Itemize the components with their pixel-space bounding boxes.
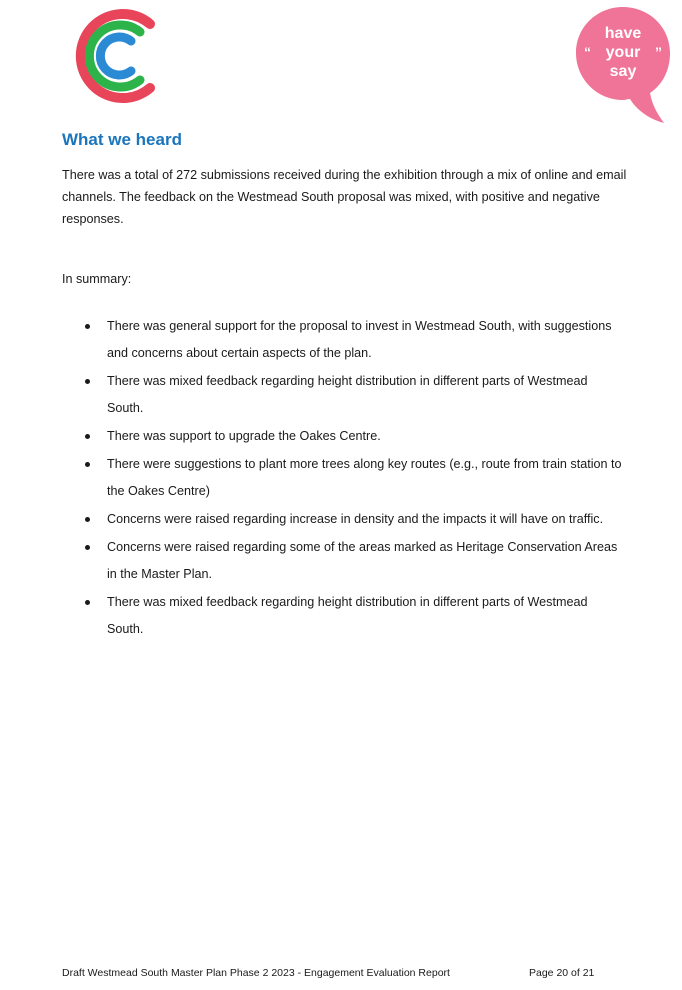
summary-item bbox=[62, 534, 627, 588]
section-heading: What we heard bbox=[62, 130, 182, 149]
bullet-icon bbox=[85, 600, 90, 605]
summary-item-text: There were suggestions to plant more trees along key routes (e.g., route from train station to the Oakes Centre) bbox=[107, 457, 622, 498]
summary-item-text: Concerns were raised regarding some of the areas marked as Heritage Conservation Areas in the Master Plan. bbox=[107, 540, 618, 581]
have-your-say-logo bbox=[574, 5, 672, 127]
hys-line-1: have bbox=[604, 25, 642, 42]
bullet-icon bbox=[85, 517, 90, 522]
summary-item-text: Concerns were raised regarding increase in density and the impacts it will have on traffic. bbox=[107, 512, 604, 526]
summary-item bbox=[62, 589, 627, 643]
summary-item bbox=[62, 451, 627, 505]
footer-document-title: Draft Westmead South Master Plan Phase 2 2023 - Engagement Evaluation Report bbox=[62, 967, 450, 979]
summary-item-text: There was general support for the proposal to invest in Westmead South, with suggestions and concerns about certain aspects of the plan. bbox=[107, 319, 612, 360]
bullet-icon bbox=[85, 379, 90, 384]
summary-item bbox=[62, 423, 627, 450]
footer-page-number: Page 20 of 21 bbox=[529, 967, 595, 979]
hys-line-2: your bbox=[605, 44, 641, 61]
summary-item bbox=[62, 368, 627, 422]
summary-item-text: There was mixed feedback regarding height distribution in different parts of Westmead South. bbox=[107, 374, 588, 415]
hys-line-3: say bbox=[609, 63, 637, 80]
summary-item-text: There was support to upgrade the Oakes Centre. bbox=[107, 429, 381, 443]
summary-label: In summary: bbox=[62, 272, 132, 286]
summary-item bbox=[62, 313, 627, 367]
summary-list bbox=[62, 313, 627, 644]
council-logo bbox=[66, 6, 158, 106]
bullet-icon bbox=[85, 462, 90, 467]
bullet-icon bbox=[85, 324, 90, 329]
bullet-icon bbox=[85, 434, 90, 439]
bullet-icon bbox=[85, 545, 90, 550]
svg-text:“: “ bbox=[584, 44, 591, 60]
summary-item bbox=[62, 506, 627, 533]
summary-item-text: There was mixed feedback regarding height distribution in different parts of Westmead South. bbox=[107, 595, 588, 636]
intro-paragraph: There was a total of 272 submissions received during the exhibition through a mix of online and email channels. The feedback on the Westmead South proposal was mixed, with positive and negative responses. bbox=[62, 168, 627, 226]
svg-text:”: ” bbox=[655, 44, 662, 60]
